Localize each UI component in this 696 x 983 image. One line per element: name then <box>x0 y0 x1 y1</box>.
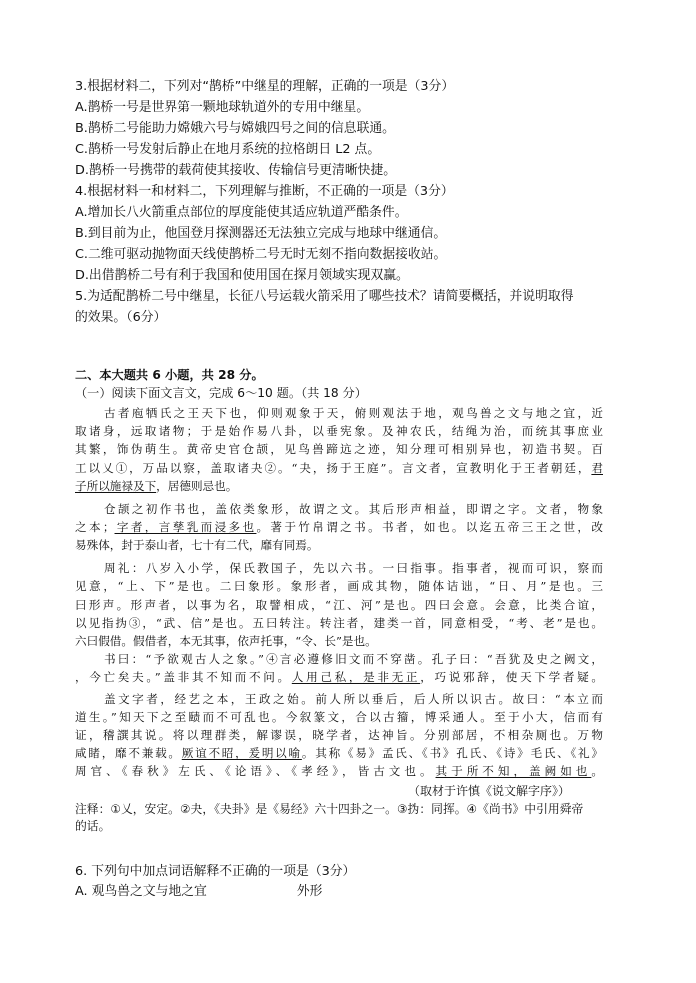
passage-p1-line <box>75 477 603 495</box>
passage-p2-line: 仓颉之初作书也，盖依类象形，故谓之文。其后形声相益，即谓之字。文者，物象 <box>104 502 603 516</box>
underlined-sentence: 子所以施禄及下 <box>75 479 157 493</box>
passage-p3-line: 见意，“上、下”是也。二曰象形。象形者，画成其物，随体诘诎，“日、月”是也。三 <box>75 579 603 593</box>
question-3-option-a: A.鹊桥一号是世界第一颗地球轨道外的专用中继星。 <box>75 100 370 115</box>
passage-p2-line <box>75 518 603 536</box>
question-4-option-a: A.增加长八火箭重点部位的厚度能使其适应轨道严酷条件。 <box>75 205 408 220</box>
passage-text: 。 <box>591 764 603 778</box>
passage-p1-line: 古者庖牺氏之王天下也，仰则观象于天，俯则观法于地，观鸟兽之文与地之宜，近 <box>104 406 603 420</box>
passage-p4-line: 书曰：“予欲观古人之象。”④言必遵修旧文而不穿凿。孔子曰：“吾犹及史之阙文， <box>104 652 603 666</box>
underlined-sentence: 厥谊不昭，爰明以喻 <box>181 746 302 760</box>
question-5-stem: 5.为适配鹊桥二号中继星，长征八号运载火箭采用了哪些技术？请简要概括，并说明取得 <box>75 289 574 304</box>
question-4-option-c: C.二维可驱动抛物面天线使鹊桥二号无时无刻不指向数据接收站。 <box>75 247 447 262</box>
question-6-stem: 6. 下列句中加点词语解释不正确的一项是（3分） <box>75 864 356 879</box>
underlined-sentence: 人用己私，是非无正 <box>291 670 421 684</box>
passage-p5-line: 道生。”知天下之至赜而不可乱也。今叙篆文，合以古籀，博采通人。至于小大，信而有 <box>75 710 603 724</box>
passage-p3-line: 六曰假借。假借者，本无其事，依声托事，“令、长”是也。 <box>75 634 377 648</box>
passage-p1-line: 取诸身，远取诸物；于是始作易八卦，以垂宪象。及神农氏，结绳为治，而统其事庶业 <box>75 424 603 438</box>
question-4-option-d: D.出借鹊桥二号有利于我国和使用国在探月领域实现双赢。 <box>75 268 409 283</box>
question-3-stem: 3.根据材料二，下列对“鹊桥”中继星的理解，正确的一项是（3分） <box>75 79 455 94</box>
passage-p1-line: 其繁，饰伪萌生。黄帝史官仓颉，见鸟兽蹄迒之迹，知分理可相别异也，初造书契。百 <box>75 442 603 456</box>
passage-text: ，巧说邪辞，使天下学者疑。 <box>420 670 603 684</box>
underlined-sentence: 其于所不知，盖阙如也 <box>435 764 592 778</box>
question-4-option-b: B.到目前为止，他国登月探测器还无法独立完成与地球中继通信。 <box>75 226 447 241</box>
passage-p5-line: 盖文字者，经艺之本，王政之始。前人所以垂后，后人所以识古。故曰：“本立而 <box>104 692 603 706</box>
underlined-sentence: 君 <box>591 461 603 475</box>
passage-p1-line <box>75 459 603 477</box>
section-title: 二、本大题共 6 小题，共 28 分。 <box>75 368 264 382</box>
footnotes-line: 的话。 <box>75 819 111 833</box>
passage-text: 咸睹，靡不兼载。 <box>75 746 182 760</box>
question-4-stem: 4.根据材料一和材料二，下列理解与推断，不正确的一项是（3分） <box>75 184 454 199</box>
passage-p5-line <box>75 762 603 780</box>
passage-text: 。其称《易》孟氏、《书》孔氏、《诗》毛氏、《礼》 <box>301 746 603 760</box>
underlined-sentence: 字者，言孳乳而浸多也 <box>114 520 257 534</box>
option-gloss: 外形 <box>296 884 323 899</box>
passage-p5-line: 证，稽譔其说。将以理群类，解谬误，晓学者，达神旨。分别部居，不相杂厕也。万物 <box>75 728 603 742</box>
question-3-option-d: D.鹊桥一号携带的载荷使其接收、传输信号更清晰快捷。 <box>75 163 397 178</box>
passage-p3-line: 周礼：八岁入小学，保氏教国子，先以六书。一曰指事。指事者，视而可识，察而 <box>104 561 603 575</box>
question-3-option-c: C.鹊桥一号发射后静止在地月系统的拉格朗日 L2 点。 <box>75 142 381 157</box>
passage-text: ，今亡矣夫。”盖非其不知而不问。 <box>75 670 292 684</box>
passage-source: （取材于许慎《说文解字序》） <box>408 784 571 798</box>
passage-p5-line <box>75 744 603 762</box>
passage-text: 。著于竹帛谓之书。书者，如也。以迄五帝三王之世，改 <box>256 520 603 534</box>
passage-text: 工以乂①，万品以察，盖取诸夬②。“夬，扬于王庭”。言文者，宣教明化于王者朝廷， <box>75 461 592 475</box>
passage-text: 周官、《春秋》左氏、《论语》、《孝经》，皆古文也。 <box>75 764 436 778</box>
question-6-option-a <box>75 882 322 902</box>
passage-p2-line: 易殊体，封于泰山者，七十有二代，靡有同焉。 <box>75 538 319 552</box>
passage-text: 之本； <box>75 520 115 534</box>
passage-text: ，居德则忌也。 <box>156 479 238 493</box>
option-text: A. 观鸟兽之文与地之宜 <box>75 884 207 899</box>
question-3-option-b: B.鹊桥二号能助力嫦娥六号与嫦娥四号之间的信息联通。 <box>75 121 395 136</box>
question-5-stem-cont: 的效果。（6分） <box>75 310 167 325</box>
passage-p3-line: 以见指㧑③，“武、信”是也。五曰转注。转注者，建类一首，同意相受，“考、老”是也。 <box>75 616 603 630</box>
footnotes-line: 注释：①乂，安定。②夬，《夬卦》是《易经》六十四卦之一。③㧑：同挥。④《尚书》中引用舜帝 <box>75 802 584 816</box>
passage-p3-line: 曰形声。形声者，以事为名，取譬相成，“江、河”是也。四曰会意。会意，比类合谊， <box>75 598 603 612</box>
section-subtitle: （一）阅读下面文言文，完成 6～10 题。（共 18 分） <box>75 386 367 400</box>
passage-p4-line <box>75 668 603 686</box>
